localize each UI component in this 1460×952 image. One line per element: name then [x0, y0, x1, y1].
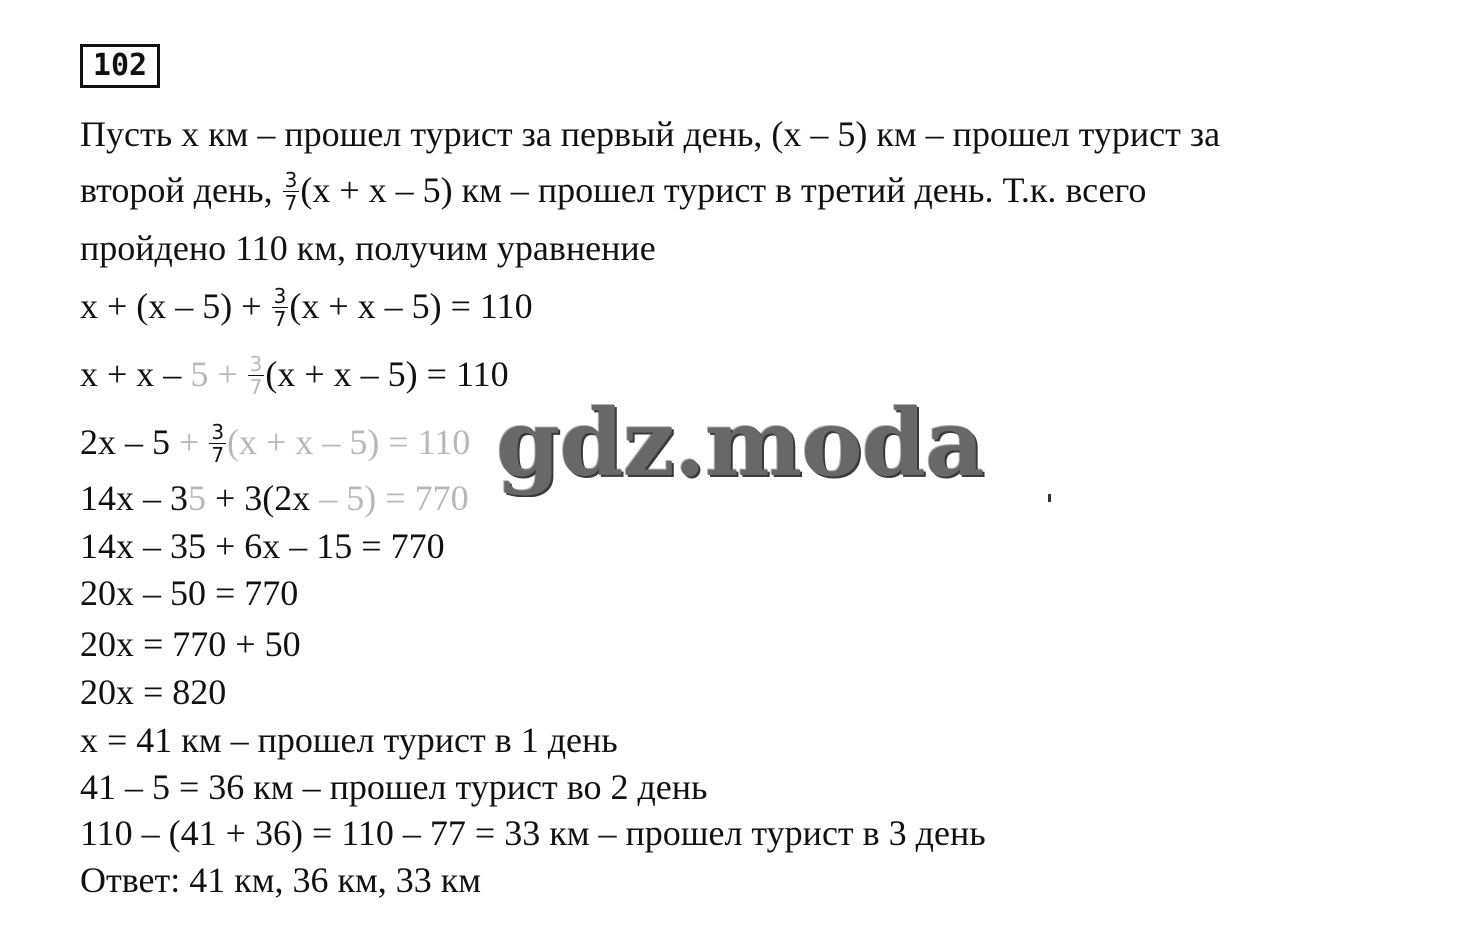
- equation-3: [80, 420, 470, 468]
- fraction-numerator: 3: [284, 168, 298, 193]
- fraction-numerator: 3: [211, 420, 225, 445]
- fraction-denominator: 7: [273, 307, 287, 332]
- equation-6: 20x – 50 = 770: [80, 573, 299, 613]
- fraction-denominator: 7: [284, 191, 298, 216]
- task-number-box: 102: [80, 44, 160, 88]
- intro-line-2-start: второй день,: [80, 170, 282, 210]
- fraction-denominator: 7: [249, 375, 263, 400]
- equation-9: x = 41 км – прошел турист в 1 день: [80, 720, 618, 760]
- equation-5: 14x – 35 + 6x – 15 = 770: [80, 526, 445, 566]
- answer-line: Ответ: 41 км, 36 км, 33 км: [80, 860, 482, 900]
- watermark-logo: gdz.moda: [496, 389, 984, 497]
- fraction-numerator: 3: [249, 352, 263, 377]
- equation-2: [80, 352, 509, 400]
- scan-speck: [1048, 494, 1051, 502]
- fraction-three-sevenths: [248, 353, 265, 398]
- intro-line-3: пройдено 110 км, получим уравнение: [80, 228, 656, 268]
- intro-line-1: Пусть x км – прошел турист за первый день, (x – 5) км – прошел турист за: [80, 114, 1221, 154]
- fraction-denominator: 7: [211, 443, 225, 468]
- fraction-three-sevenths: [283, 169, 300, 214]
- equation-7: 20x = 770 + 50: [80, 624, 301, 664]
- equation-4-start: 14x – 3: [80, 478, 188, 518]
- fraction-three-sevenths: [272, 285, 289, 330]
- equation-2-end: (x + x – 5) = 110: [265, 354, 509, 394]
- equation-2-start: x + x –: [80, 354, 191, 394]
- equation-1-start: x + (x – 5) +: [80, 286, 271, 326]
- equation-4-faded-end: – 5) = 770: [319, 478, 469, 518]
- equation-2-faded: 5 +: [190, 354, 247, 394]
- equation-4-middle: + 3(2x: [206, 478, 320, 518]
- equation-4: [80, 476, 469, 520]
- equation-3-faded-end: (x + x – 5) = 110: [227, 422, 471, 462]
- equation-3-faded-plus: +: [179, 422, 209, 462]
- intro-line-2-end: (x + x – 5) км – прошел турист в третий день. Т.к. всего: [300, 170, 1147, 210]
- equation-1-end: (x + x – 5) = 110: [289, 286, 533, 326]
- equation-11: 110 – (41 + 36) = 110 – 77 = 33 км – прошел турист в 3 день: [80, 813, 986, 853]
- fraction-numerator: 3: [273, 284, 287, 309]
- intro-line-2: [80, 168, 1146, 216]
- equation-8: 20x = 820: [80, 672, 227, 712]
- equation-1: [80, 284, 533, 332]
- equation-4-faded-digit: 5: [188, 478, 206, 518]
- equation-10: 41 – 5 = 36 км – прошел турист во 2 день: [80, 767, 708, 807]
- fraction-three-sevenths: [209, 421, 226, 466]
- equation-3-start: 2x – 5: [80, 422, 179, 462]
